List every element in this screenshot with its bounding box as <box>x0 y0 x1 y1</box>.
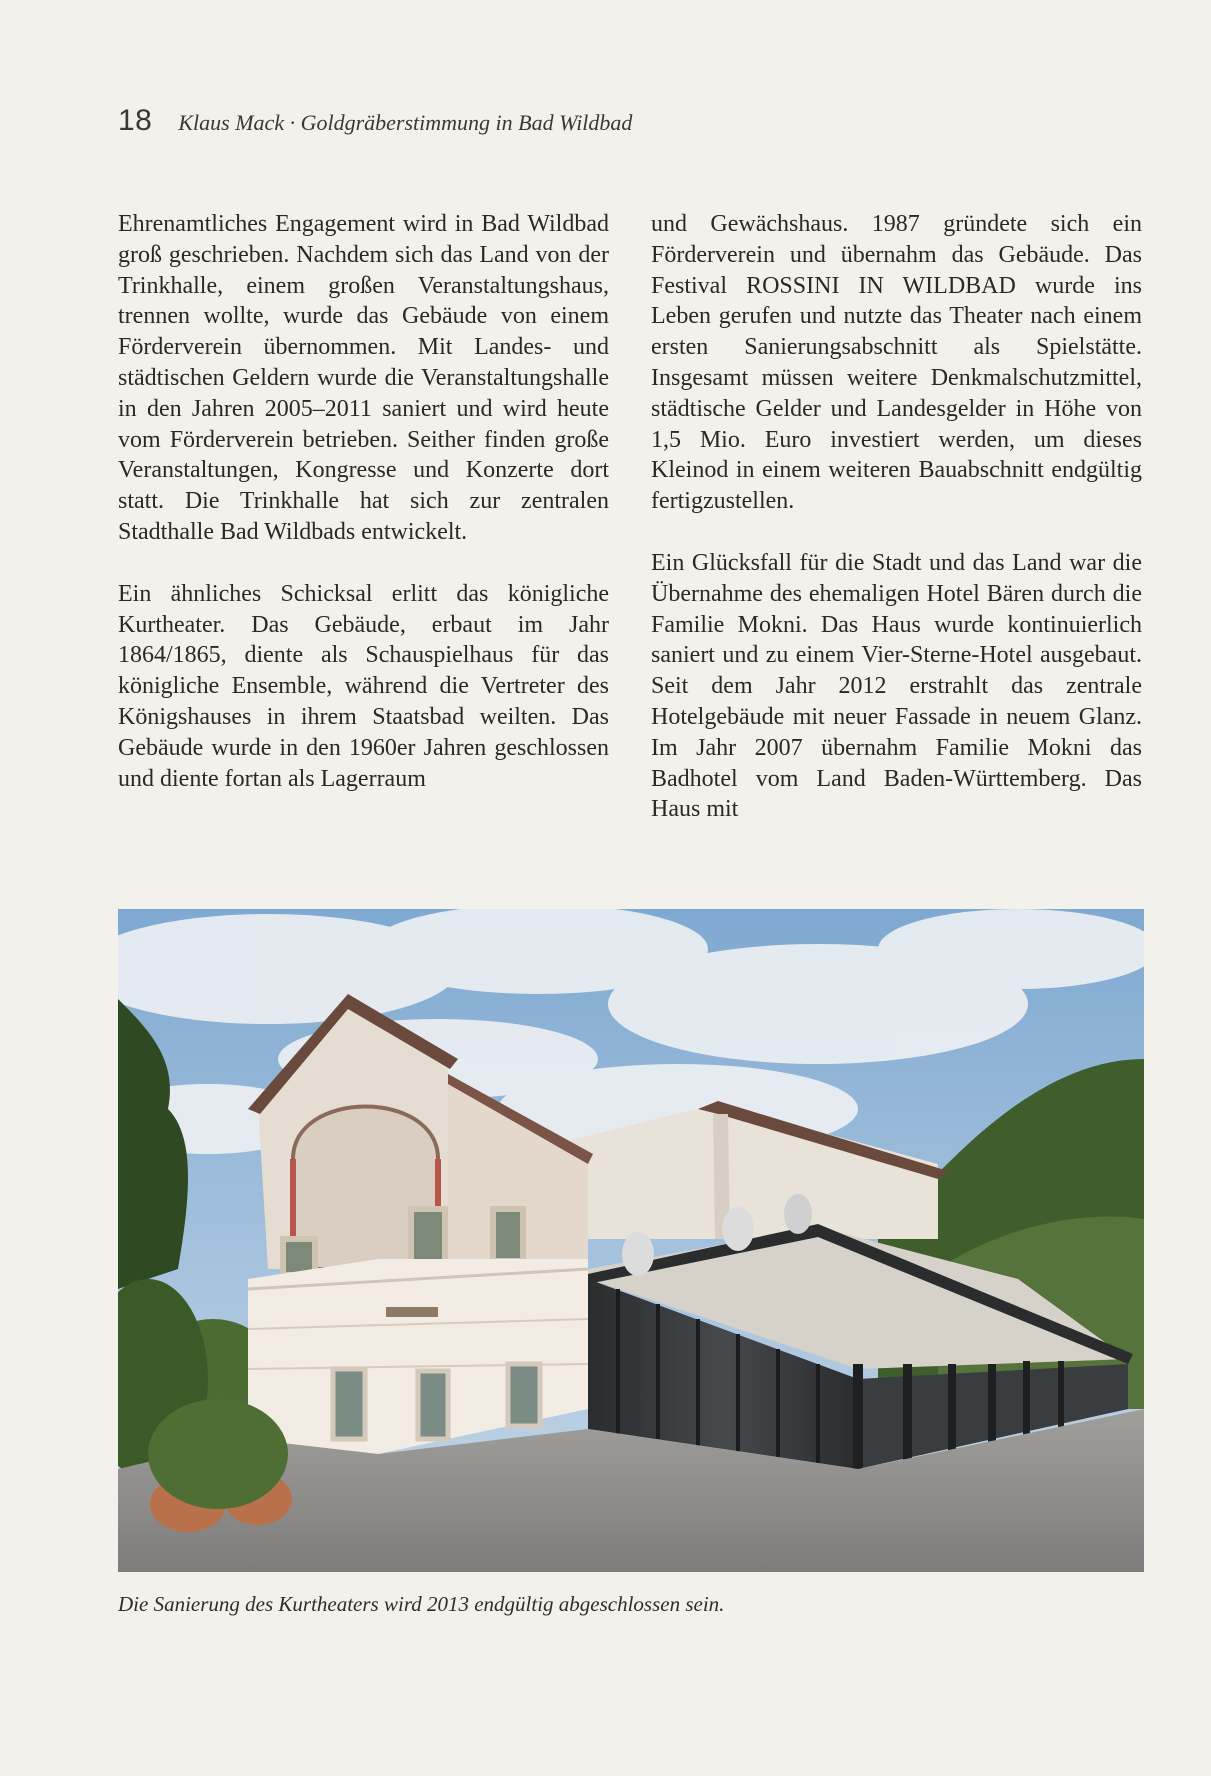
kurtheater-photo <box>118 909 1144 1572</box>
paragraph-hotel-baeren: Ein Glücksfall für die Stadt und das Land war die Übernahme des ehemaligen Hotel Bären durch die Familie Mokni. Das Haus wurde kontinuierlich saniert und zu einem Vier-Sterne-Hotel ausgebaut. Seit dem Jahr 2012 erstrahlt das zentrale Hotelgebäude mit neuer Fassade in neuem Glanz. Im Jahr 2007 übernahm Familie Mokni das Badhotel vom Land Baden-Württemberg. Das Haus mit <box>651 549 1142 823</box>
paragraph-engagement: Ehrenamtliches Engagement wird in Bad Wildbad groß geschrieben. Nachdem sich das Land von der Trinkhalle, einem großen Veranstaltungshaus, trennen wollte, wurde das Gebäude von einem Förderverein übernommen. Mit Landes- und städtischen Geldern wurde die Veranstaltungshalle in den Jahren 2005–2011 saniert und wird heute vom Förderverein betrieben. Seither finden große Veranstaltungen, Kongresse und Konzerte dort statt. Die Trinkhalle hat sich zur zentralen Stadthalle Bad Wildbads entwickelt. <box>118 211 609 545</box>
figure-caption: Die Sanierung des Kurtheaters wird 2013 endgültig abgeschlossen sein. <box>118 1592 725 1616</box>
running-head: Klaus Mack · Goldgräberstimmung in Bad Wildbad <box>178 110 633 135</box>
right-column <box>651 209 1142 825</box>
paragraph-kurtheater: Ein ähnliches Schicksal erlitt das königliche Kurtheater. Das Gebäude, erbaut im Jahr 1864/1865, diente als Schauspielhaus für das königliche Ensemble, während die Vertreter des Königshauses in ihrem Staatsbad weilten. Das Gebäude wurde in den 1960er Jahren geschlossen und diente fortan als Lagerraum <box>118 580 609 792</box>
page-number: 18 <box>118 104 153 137</box>
running-header <box>118 104 632 140</box>
paragraph-foerderverein: und Gewächshaus. 1987 gründete sich ein Förderverein und übernahm das Gebäude. Das Festival ROSSINI IN WILDBAD wurde ins Leben gerufen und nutzte das Theater nach einem ersten Sanierungsabschnitt als Spielstätte. Insgesamt müssen weitere Denkmalschutzmittel, städtische Gelder und Landesgelder in Höhe von 1,5 Mio. Euro investiert werden, um dieses Kleinod in einem weiteren Bauabschnitt endgültig fertigzustellen. <box>651 211 1142 515</box>
left-column <box>118 209 609 794</box>
